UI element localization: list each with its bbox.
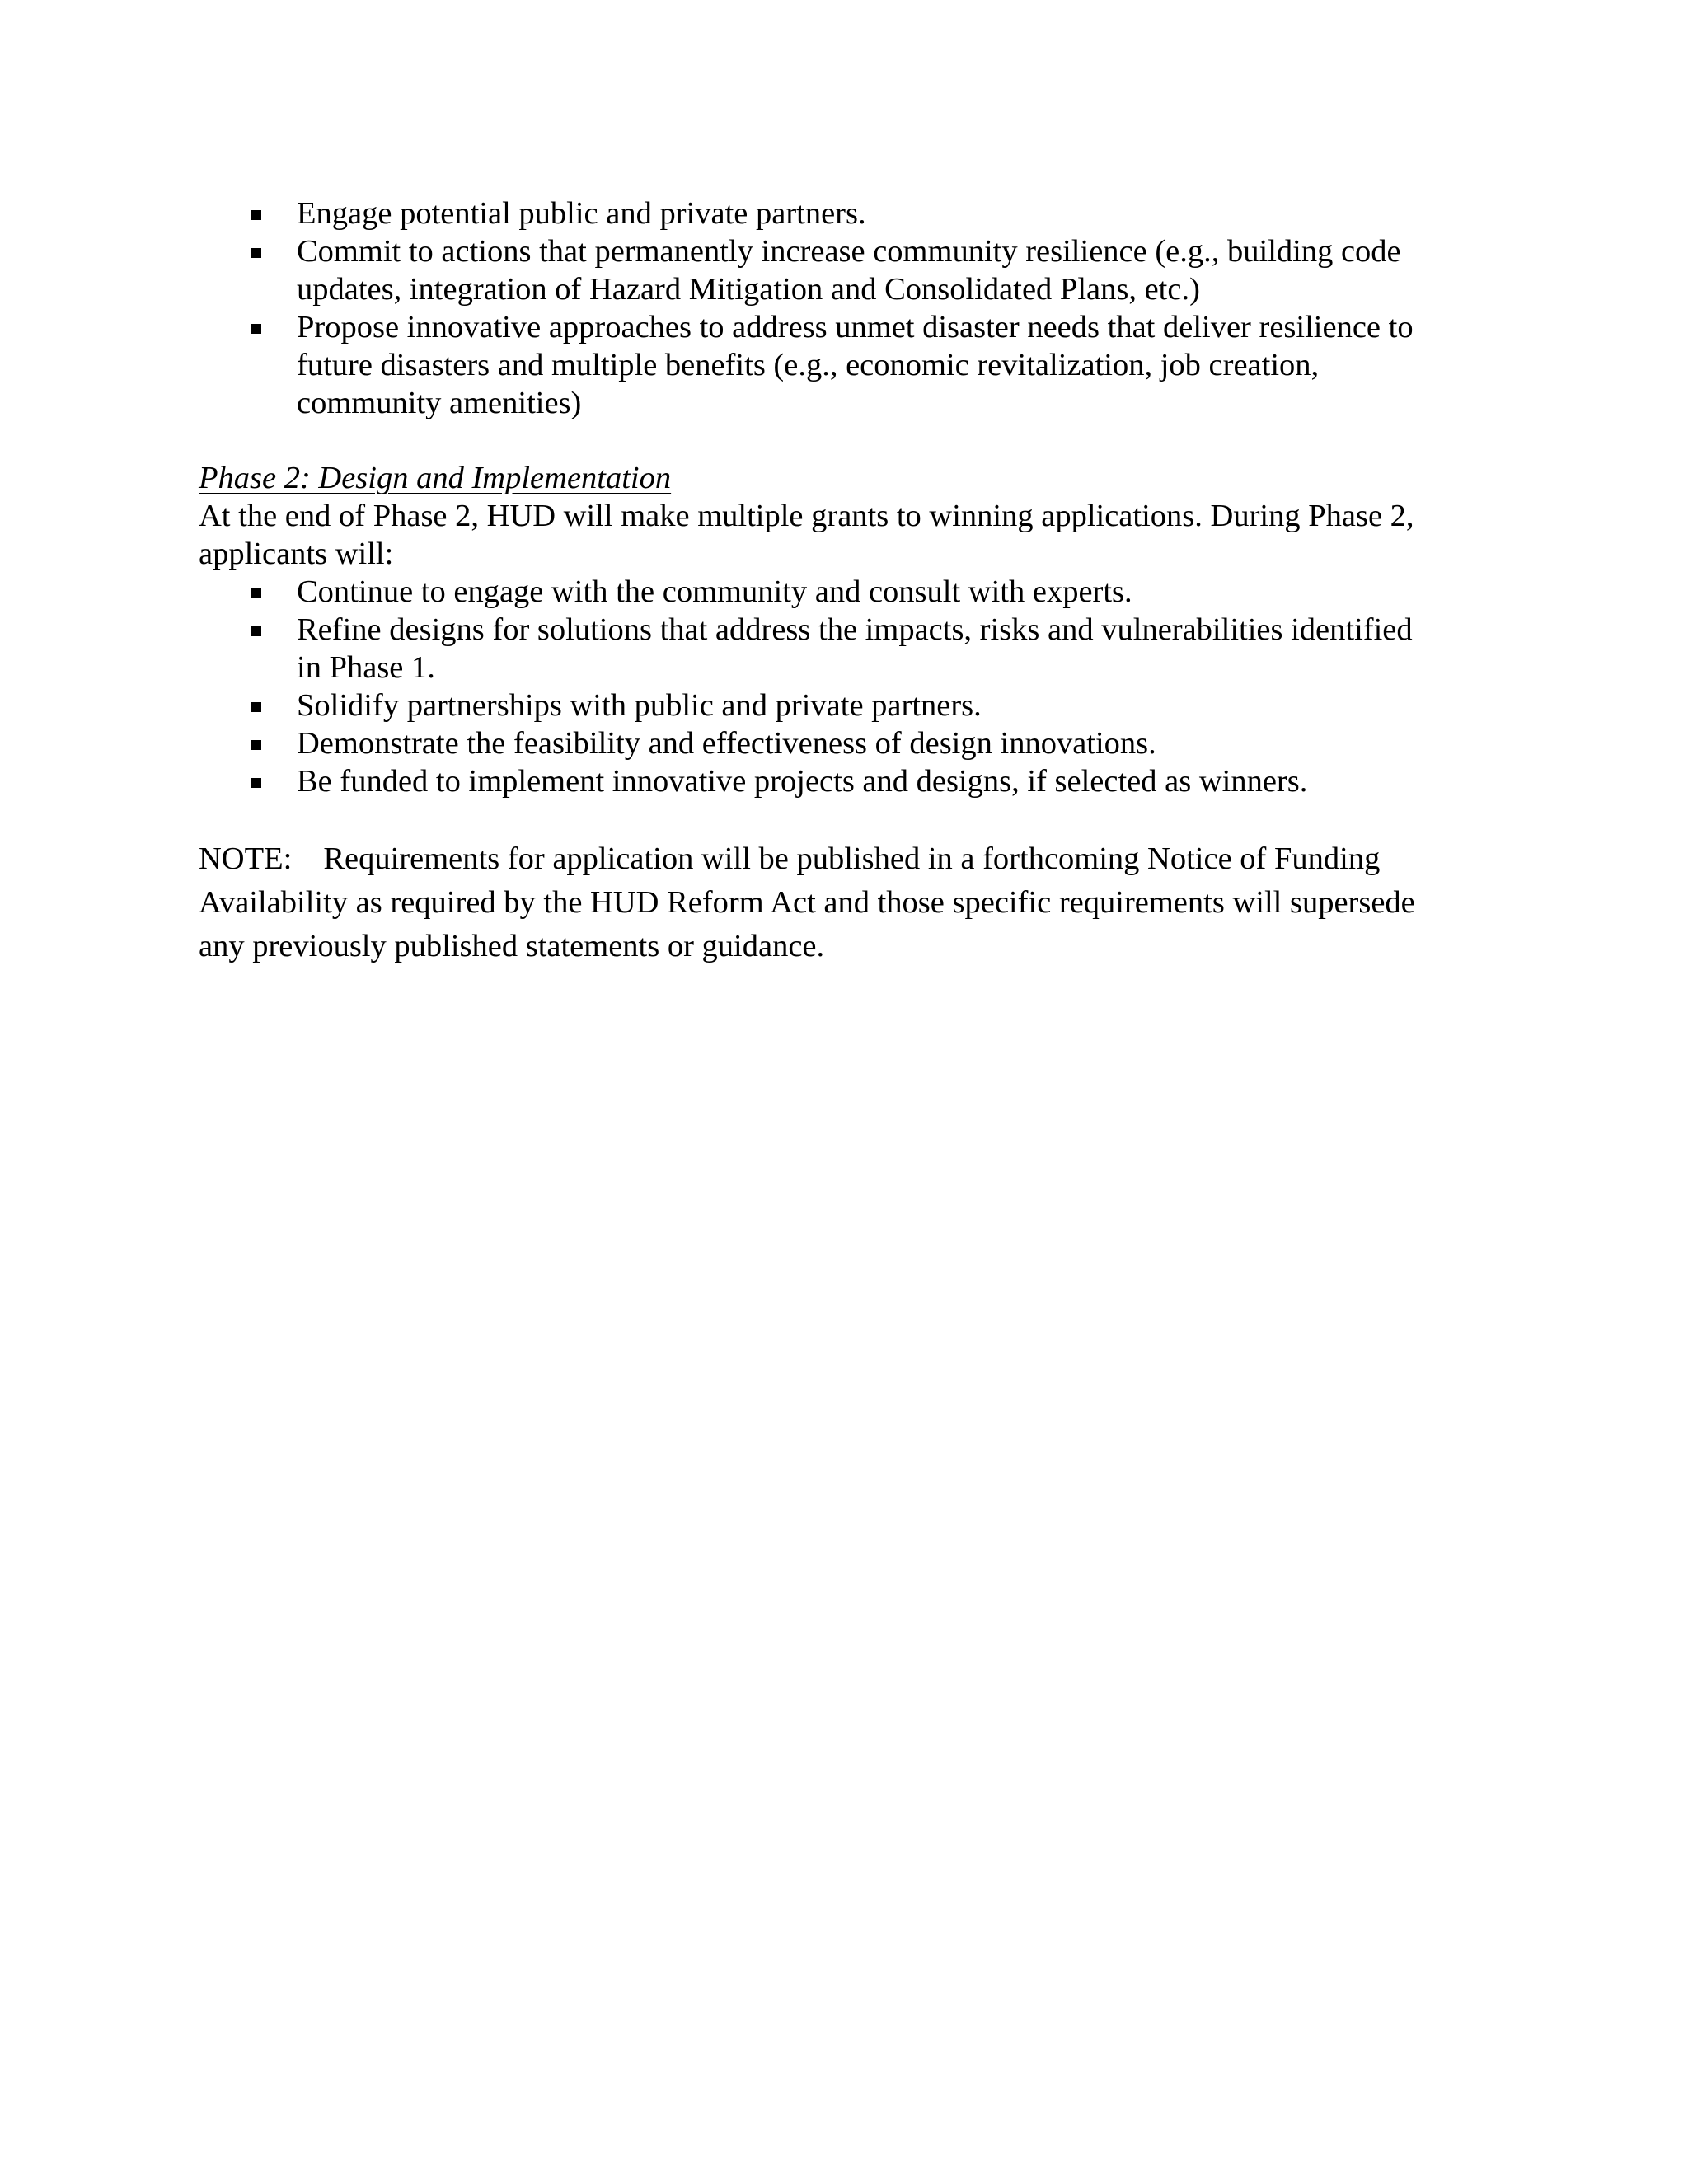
phase2-heading-line <box>199 459 1484 497</box>
square-bullet-icon <box>251 702 261 712</box>
list-item-line: Be funded to implement innovative projects and designs, if selected as winners. <box>297 764 1308 799</box>
square-bullet-icon <box>251 626 261 636</box>
list-item <box>199 232 1484 308</box>
list-item-line: Demonstrate the feasibility and effectiveness of design innovations. <box>297 726 1156 761</box>
square-bullet-icon <box>251 324 261 334</box>
list-item-line: Commit to actions that permanently increase community resilience (e.g., building code <box>297 234 1401 269</box>
list-item-line: Continue to engage with the community and consult with experts. <box>297 574 1132 609</box>
note-paragraph <box>199 837 1484 968</box>
list-item-line: Solidify partnerships with public and private partners. <box>297 688 982 723</box>
phase1-bullet-list <box>199 194 1484 422</box>
list-item <box>199 724 1484 762</box>
note-label: NOTE: <box>199 841 293 876</box>
page-content <box>199 194 1484 968</box>
list-item <box>199 194 1484 232</box>
square-bullet-icon <box>251 740 261 750</box>
square-bullet-icon <box>251 588 261 598</box>
square-bullet-icon <box>251 778 261 788</box>
square-bullet-icon <box>251 210 261 220</box>
list-item <box>199 308 1484 422</box>
list-item <box>199 762 1484 800</box>
phase2-intro-line: applicants will: <box>199 537 394 571</box>
list-item-line: in Phase 1. <box>297 650 435 685</box>
list-item-line: future disasters and multiple benefits (e.g., economic revitalization, job creation, <box>297 348 1320 382</box>
note-line: Availability as required by the HUD Reform Act and those specific requirements will supersede <box>199 885 1415 920</box>
phase2-intro-line: At the end of Phase 2, HUD will make multiple grants to winning applications. During Phase 2, <box>199 499 1414 533</box>
list-item <box>199 611 1484 687</box>
list-item <box>199 573 1484 611</box>
list-item-line: community amenities) <box>297 386 582 420</box>
list-item <box>199 687 1484 724</box>
note-line: any previously published statements or guidance. <box>199 929 825 963</box>
square-bullet-icon <box>251 248 261 258</box>
list-item-line: Engage potential public and private partners. <box>297 196 866 231</box>
note-text: Requirements for application will be published in a forthcoming Notice of Funding <box>323 841 1381 876</box>
phase2-bullet-list <box>199 573 1484 800</box>
note-line <box>199 837 1484 881</box>
phase2-heading: Phase 2: Design and Implementation <box>199 461 672 495</box>
spacer <box>199 800 1484 837</box>
list-item-line: Refine designs for solutions that address the impacts, risks and vulnerabilities identified <box>297 612 1413 647</box>
list-item-line: Propose innovative approaches to address unmet disaster needs that deliver resilience to <box>297 310 1414 344</box>
list-item-line: updates, integration of Hazard Mitigation and Consolidated Plans, etc.) <box>297 272 1200 307</box>
spacer <box>199 422 1484 459</box>
